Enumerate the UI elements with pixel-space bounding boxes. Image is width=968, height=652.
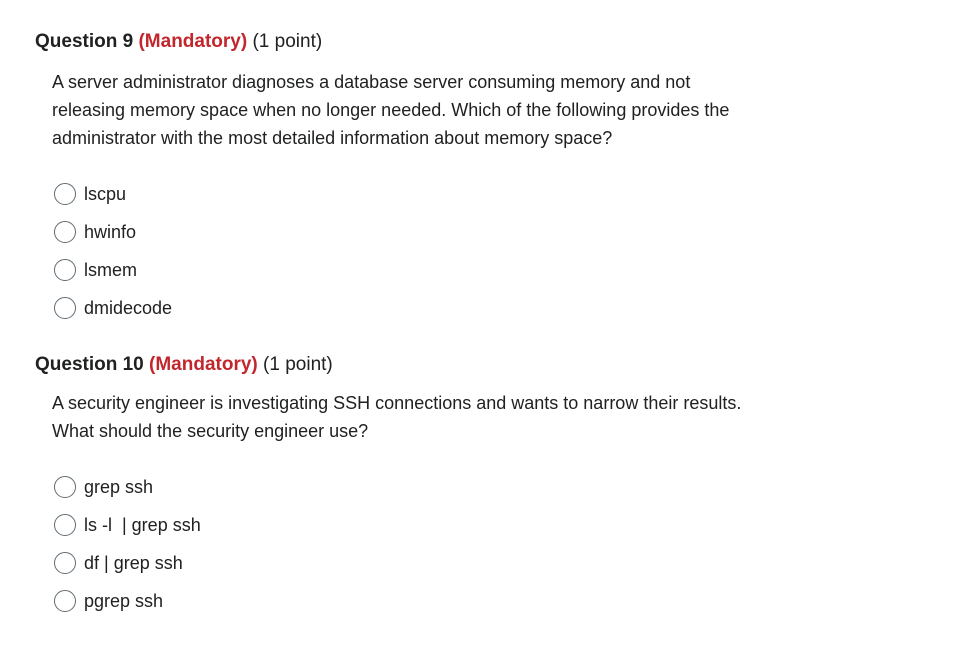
mandatory-label: (Mandatory): [149, 354, 258, 375]
radio-button[interactable]: [54, 590, 76, 612]
answer-option-df-grep-ssh[interactable]: [35, 544, 935, 582]
mandatory-label: (Mandatory): [138, 31, 248, 52]
option-label: ls -l | grep ssh: [84, 515, 201, 535]
points-label: (1 point): [252, 31, 323, 52]
question-heading: [35, 30, 935, 54]
radio-button[interactable]: [54, 552, 76, 574]
radio-button[interactable]: [54, 259, 76, 281]
answer-option-ls-grep-ssh[interactable]: [35, 506, 935, 544]
radio-button[interactable]: [54, 183, 76, 205]
question-text: A server administrator diagnoses a database server consuming memory and not releasing memory space when no longer needed. Which of the following provides the administrator with the most detailed information about memory space?: [52, 72, 730, 148]
answer-option-grep-ssh[interactable]: [35, 468, 935, 506]
radio-button[interactable]: [54, 514, 76, 536]
radio-button[interactable]: [54, 476, 76, 498]
answer-option-hwinfo[interactable]: [35, 213, 935, 251]
option-label: lsmem: [84, 260, 137, 280]
answer-option-pgrep-ssh[interactable]: [35, 582, 935, 620]
answer-option-lsmem[interactable]: [35, 251, 935, 289]
question-title: Question 10: [35, 354, 144, 375]
question-10: [35, 353, 935, 620]
answer-option-lscpu[interactable]: [35, 175, 935, 213]
option-label: dmidecode: [84, 298, 173, 318]
option-label: lscpu: [84, 184, 127, 204]
question-heading: [35, 353, 935, 377]
radio-button[interactable]: [54, 221, 76, 243]
points-label: (1 point): [263, 354, 333, 375]
question-title: Question 9: [35, 31, 134, 52]
option-label: hwinfo: [84, 222, 137, 242]
question-text: A security engineer is investigating SSH connections and wants to narrow their results. What should the security engineer use?: [52, 393, 742, 441]
question-9: [35, 30, 935, 327]
option-label: df | grep ssh: [84, 553, 183, 573]
option-label: pgrep ssh: [84, 591, 164, 611]
option-label: grep ssh: [84, 477, 154, 497]
radio-button[interactable]: [54, 297, 76, 319]
answer-options: [35, 175, 935, 327]
answer-option-dmidecode[interactable]: [35, 289, 935, 327]
answer-options: [35, 468, 935, 620]
